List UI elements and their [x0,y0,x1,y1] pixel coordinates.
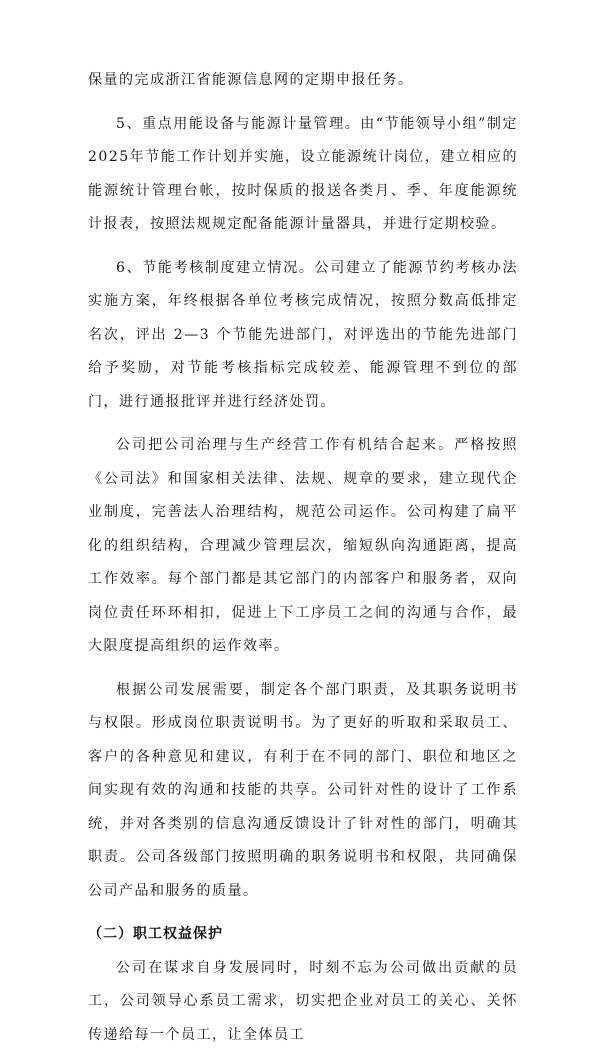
paragraph-employee-care: 公司在谋求自身发展同时，时刻不忘为公司做出贡献的员工，公司领导心系员工需求，切实把企业对员工的关心、关怀传递给每一个员工，让全体员工 [88,959,518,1043]
paragraph-continuation: 保量的完成浙江省能源信息网的定期申报任务。 [88,72,414,88]
document-body [88,64,518,1062]
paragraph-energy-metering: 5、重点用能设备与能源计量管理。由“节能领导小组”制定2025年节能工作计划并实施，设立能源统计岗位，建立相应的能源统计管理台帐，按时保质的报送各类月、季、年度能源统计报表，按照法规规定配备能源计量器具，并进行定期校验。 [88,115,518,232]
paragraph-energy-assessment: 6、节能考核制度建立情况。公司建立了能源节约考核办法实施方案，年终根据各单位考核完成情况，按照分数高低排定名次，评出 2—3 个节能先进部门，对评选出的节能先进部门给予奖励，对节能考核指标完成较差、能源管理不到位的部门，进行通报批评并进行经济处罚。 [88,259,518,410]
paragraph-corporate-governance: 公司把公司治理与生产经营工作有机结合起来。严格按照《公司法》和国家相关法律、法规、规章的要求，建立现代企业制度，完善法人治理结构，规范公司运作。公司构建了扁平化的组织结构，合理减少管理层次，缩短纵向沟通距离，提高工作效率。每个部门都是其它部门的内部客户和服务者，双向岗位责任环环相扣，促进上下工序员工之间的沟通与合作，最大限度提高组织的运作效率。 [88,437,518,654]
section-heading-employee-rights: （二）职工权益保护 [88,926,223,942]
paragraph-department-duties: 根据公司发展需要，制定各个部门职责，及其职务说明书与权限。形成岗位职责说明书。为了更好的听取和采取员工、客户的各种意见和建议，有利于在不同的部门、职位和地区之间实现有效的沟通和技能的共享。公司针对性的设计了工作系统，并对各类别的信息沟通反馈设计了针对性的部门，明确其职责。公司各级部门按照明确的职务说明书和权限，共同确保公司产品和服务的质量。 [88,681,518,899]
